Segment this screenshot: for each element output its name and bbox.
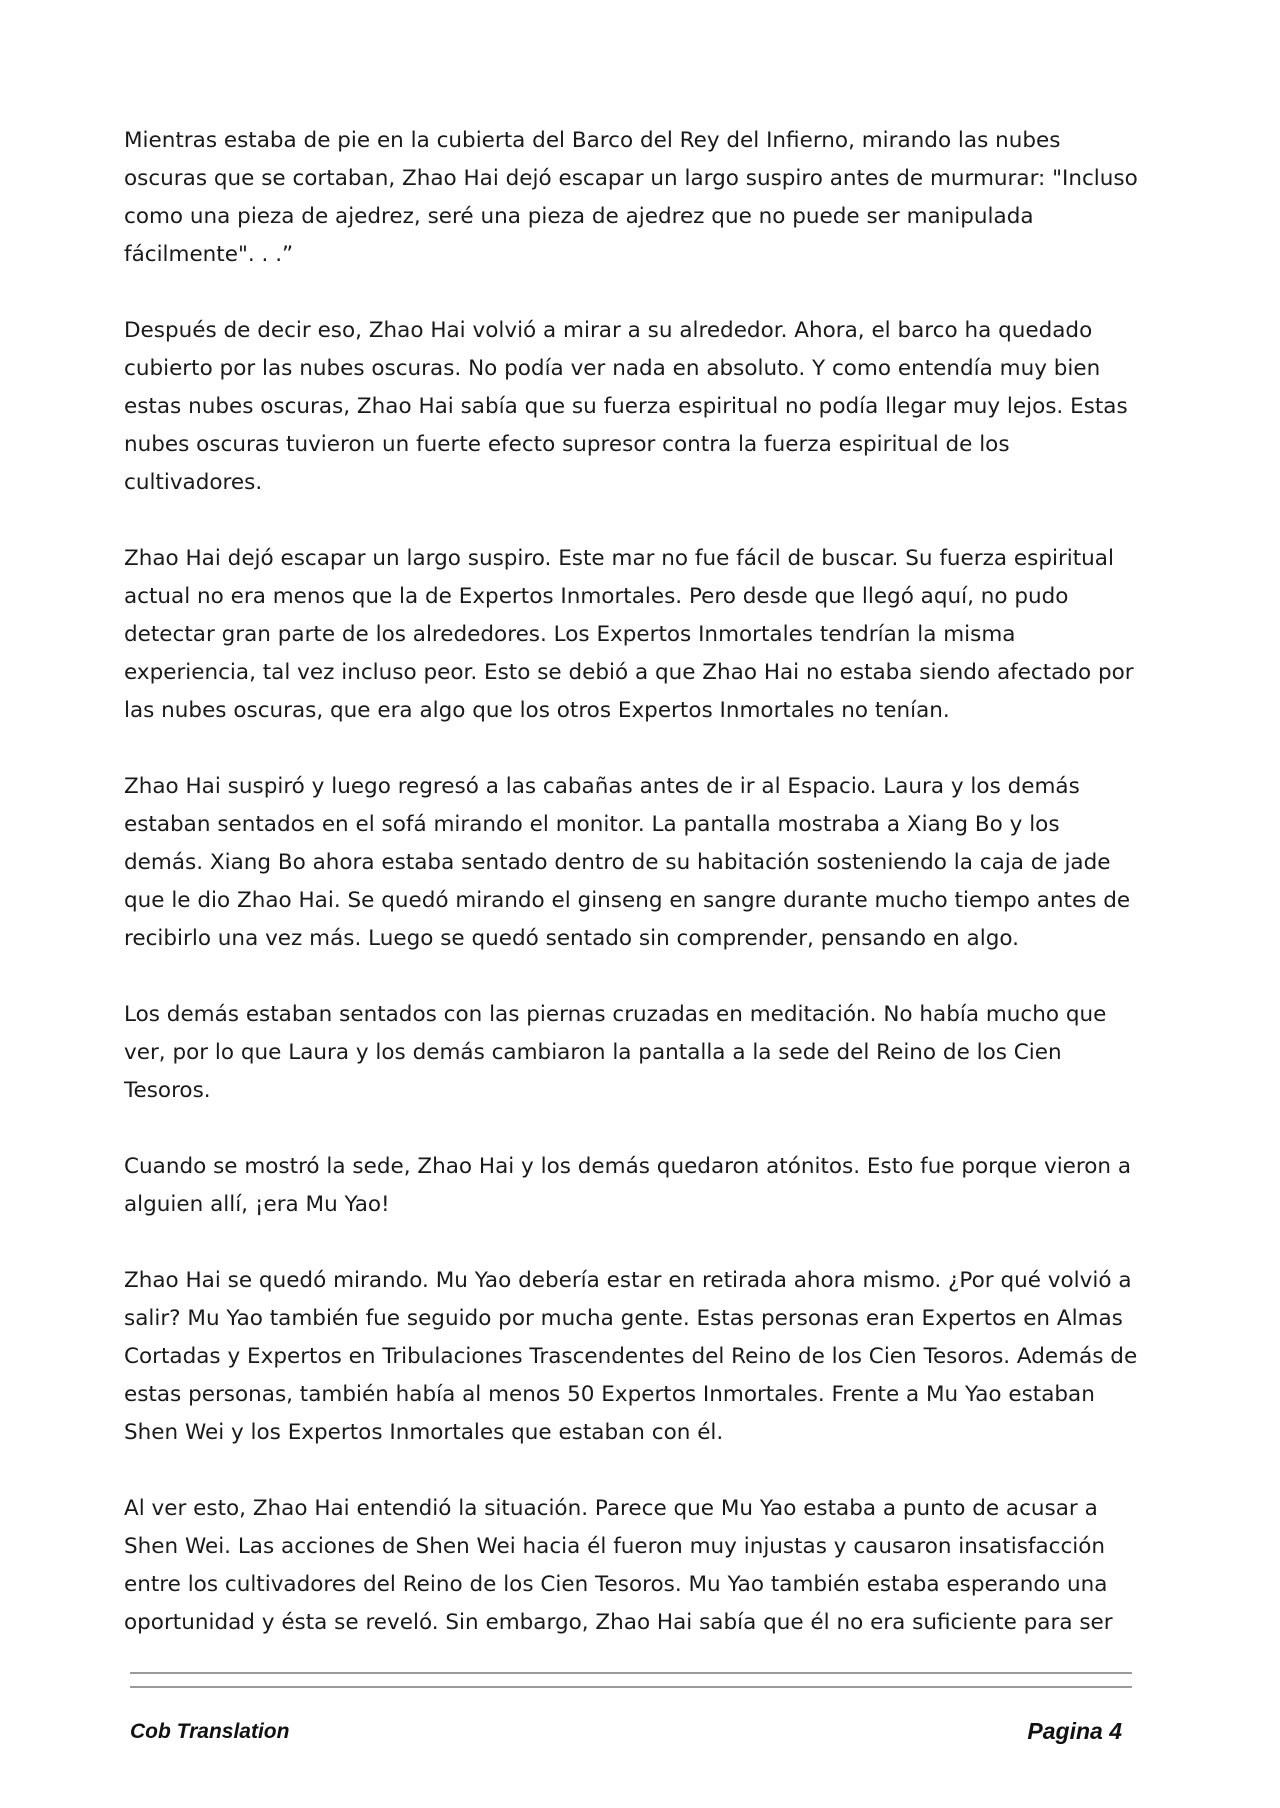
- paragraph-6: Cuando se mostró la sede, Zhao Hai y los demás quedaron atónitos. Esto fue porque vieron a alguien allí, ¡era Mu Yao!: [124, 1154, 1132, 1217]
- footer-translator-name: Cob Translation: [130, 1720, 290, 1743]
- paragraph-2: Después de decir eso, Zhao Hai volvió a mirar a su alrededor. Ahora, el barco ha quedado cubierto por las nubes oscuras. No podía ver nada en absoluto. Y como entendía muy bien estas nubes oscuras, Zhao Hai sabía que su fuerza espiritual no podía llegar muy lejos. Estas nubes oscuras tuvieron un fuerte efecto supresor contra la fuerza espiritual de los cultivadores.: [124, 318, 1128, 495]
- footer-page-number: Pagina 4: [1027, 1718, 1122, 1744]
- paragraph-3: Zhao Hai dejó escapar un largo suspiro. Este mar no fue fácil de buscar. Su fuerza espiritual actual no era menos que la de Expertos Inmortales. Pero desde que llegó aquí, no pudo detectar gran parte de los alrededores. Los Expertos Inmortales tendrían la misma experiencia, tal vez incluso peor. Esto se debió a que Zhao Hai no estaba siendo afectado por las nubes oscuras, que era algo que los otros Expertos Inmortales no tenían.: [124, 546, 1134, 723]
- paragraph-5: Los demás estaban sentados con las piernas cruzadas en meditación. No había mucho que ver, por lo que Laura y los demás cambiaron la pantalla a la sede del Reino de los Cien Tesoros.: [124, 1002, 1107, 1103]
- paragraph-1: Mientras estaba de pie en la cubierta del Barco del Rey del Infierno, mirando las nubes oscuras que se cortaban, Zhao Hai dejó escapar un largo suspiro antes de murmurar: "Incluso como una pieza de ajedrez, seré una pieza de ajedrez que no puede ser manipulada fácilmente". . .”: [124, 128, 1138, 267]
- footer-divider-top: [130, 1672, 1132, 1674]
- footer-divider-bottom: [130, 1686, 1132, 1688]
- document-body: [124, 122, 1144, 1680]
- paragraph-7: Zhao Hai se quedó mirando. Mu Yao debería estar en retirada ahora mismo. ¿Por qué volvió a salir? Mu Yao también fue seguido por mucha gente. Estas personas eran Expertos en Almas Cortadas y Expertos en Tribulaciones Trascendentes del Reino de los Cien Tesoros. Además de estas personas, también había al menos 50 Expertos Inmortales. Frente a Mu Yao estaban Shen Wei y los Expertos Inmortales que estaban con él.: [124, 1268, 1138, 1445]
- paragraph-4: Zhao Hai suspiró y luego regresó a las cabañas antes de ir al Espacio. Laura y los demás estaban sentados en el sofá mirando el monitor. La pantalla mostraba a Xiang Bo y los demás. Xiang Bo ahora estaba sentado dentro de su habitación sosteniendo la caja de jade que le dio Zhao Hai. Se quedó mirando el ginseng en sangre durante mucho tiempo antes de recibirlo una vez más. Luego se quedó sentado sin comprender, pensando en algo.: [124, 774, 1131, 951]
- paragraph-8: Al ver esto, Zhao Hai entendió la situación. Parece que Mu Yao estaba a punto de acusar a Shen Wei. Las acciones de Shen Wei hacia él fueron muy injustas y causaron insatisfacción entre los cultivadores del Reino de los Cien Tesoros. Mu Yao también estaba esperando una oportunidad y ésta se reveló. Sin embargo, Zhao Hai sabía que él no era suficiente para ser: [124, 1496, 1113, 1635]
